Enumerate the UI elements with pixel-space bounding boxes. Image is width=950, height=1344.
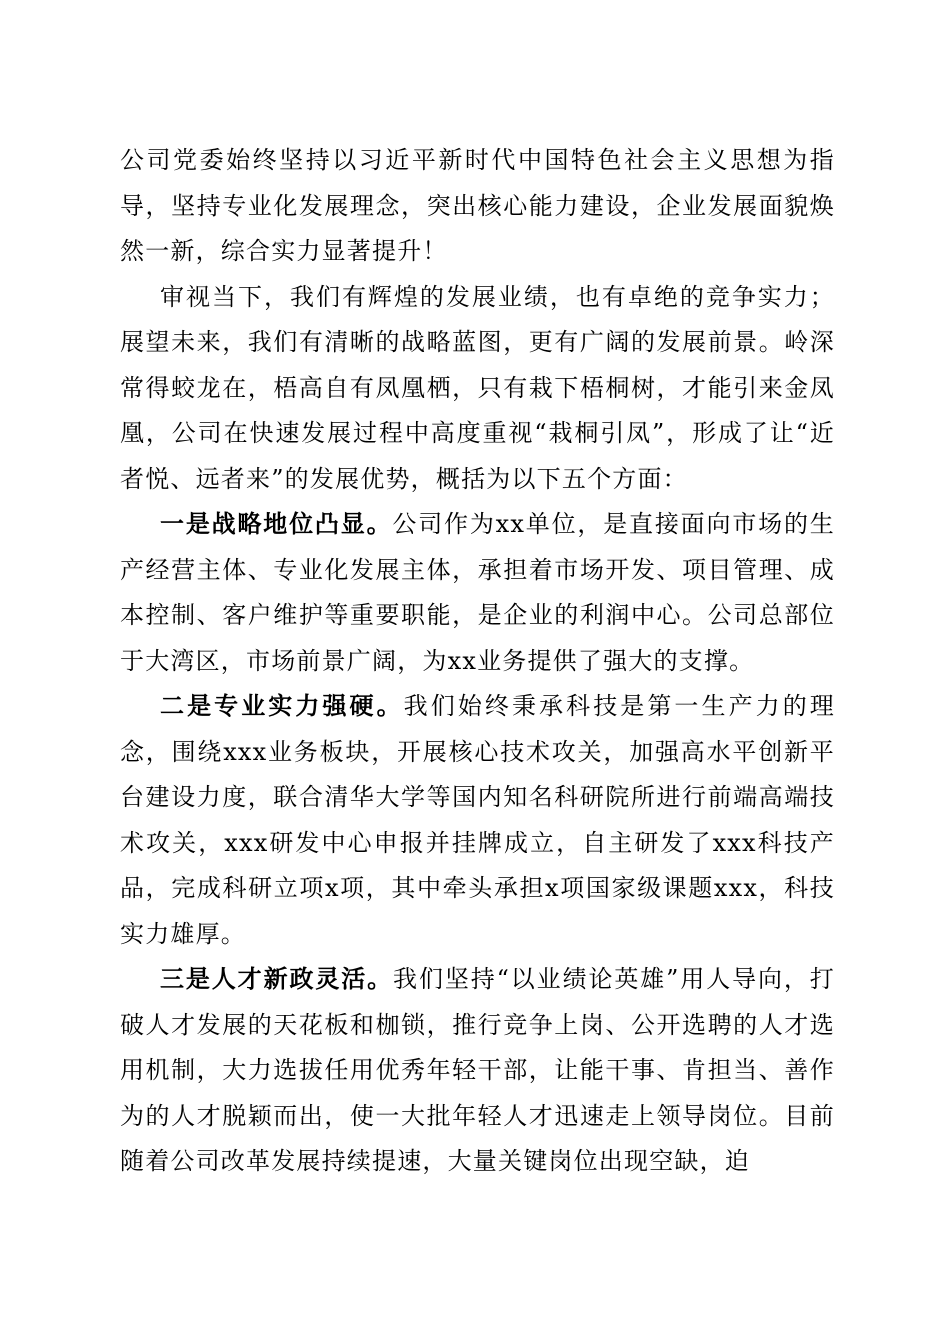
- paragraph-overview: [120, 275, 835, 503]
- paragraph-lead: 三是人才新政灵活。: [160, 965, 394, 993]
- paragraph-continued: [120, 138, 835, 275]
- paragraph-text: 公司作为xx单位，是直接面向市场的生产经营主体、专业化发展主体，承担着市场开发、项目管理、成本控制、客户维护等重要职能，是企业的利润中心。公司总部位于大湾区，市场前景广阔，为xx业务提供了强大的支撑。: [120, 510, 835, 675]
- paragraph-text: 公司党委始终坚持以习近平新时代中国特色社会主义思想为指导，坚持专业化发展理念，突出核心能力建设，企业发展面貌焕然一新，综合实力显著提升！: [120, 146, 835, 265]
- document-body: [120, 138, 835, 1185]
- paragraph-text: 我们始终秉承科技是第一生产力的理念，围绕xxx业务板块，开展核心技术攻关，加强高水平创新平台建设力度，联合清华大学等国内知名科研院所进行前端高端技术攻关，xxx研发中心申报并挂牌成立，自主研发了xxx科技产品，完成科研立项x项，其中牵头承担x项国家级课题xxx，科技实力雄厚。: [120, 692, 835, 948]
- paragraph-talent-policy: [120, 957, 835, 1185]
- paragraph-text: 审视当下，我们有辉煌的发展业绩，也有卓绝的竞争实力；展望未来，我们有清晰的战略蓝图，更有广阔的发展前景。岭深常得蛟龙在，梧高自有凤凰栖，只有栽下梧桐树，才能引来金凤凰，公司在快速发展过程中高度重视“栽桐引凤”，形成了让“近者悦、远者来”的发展优势，概括为以下五个方面：: [120, 282, 835, 493]
- paragraph-lead: 二是专业实力强硬。: [160, 692, 404, 720]
- paragraph-strategic-position: [120, 502, 835, 684]
- paragraph-text: 我们坚持“以业绩论英雄”用人导向，打破人才发展的天花板和枷锁，推行竞争上岗、公开选聘的人才选用机制，大力选拔任用优秀年轻干部，让能干事、肯担当、善作为的人才脱颖而出，使一大批年轻人才迅速走上领导岗位。目前随着公司改革发展持续提速，大量关键岗位出现空缺，迫: [120, 965, 835, 1175]
- paragraph-lead: 一是战略地位凸显。: [160, 510, 393, 538]
- paragraph-professional-strength: [120, 684, 835, 957]
